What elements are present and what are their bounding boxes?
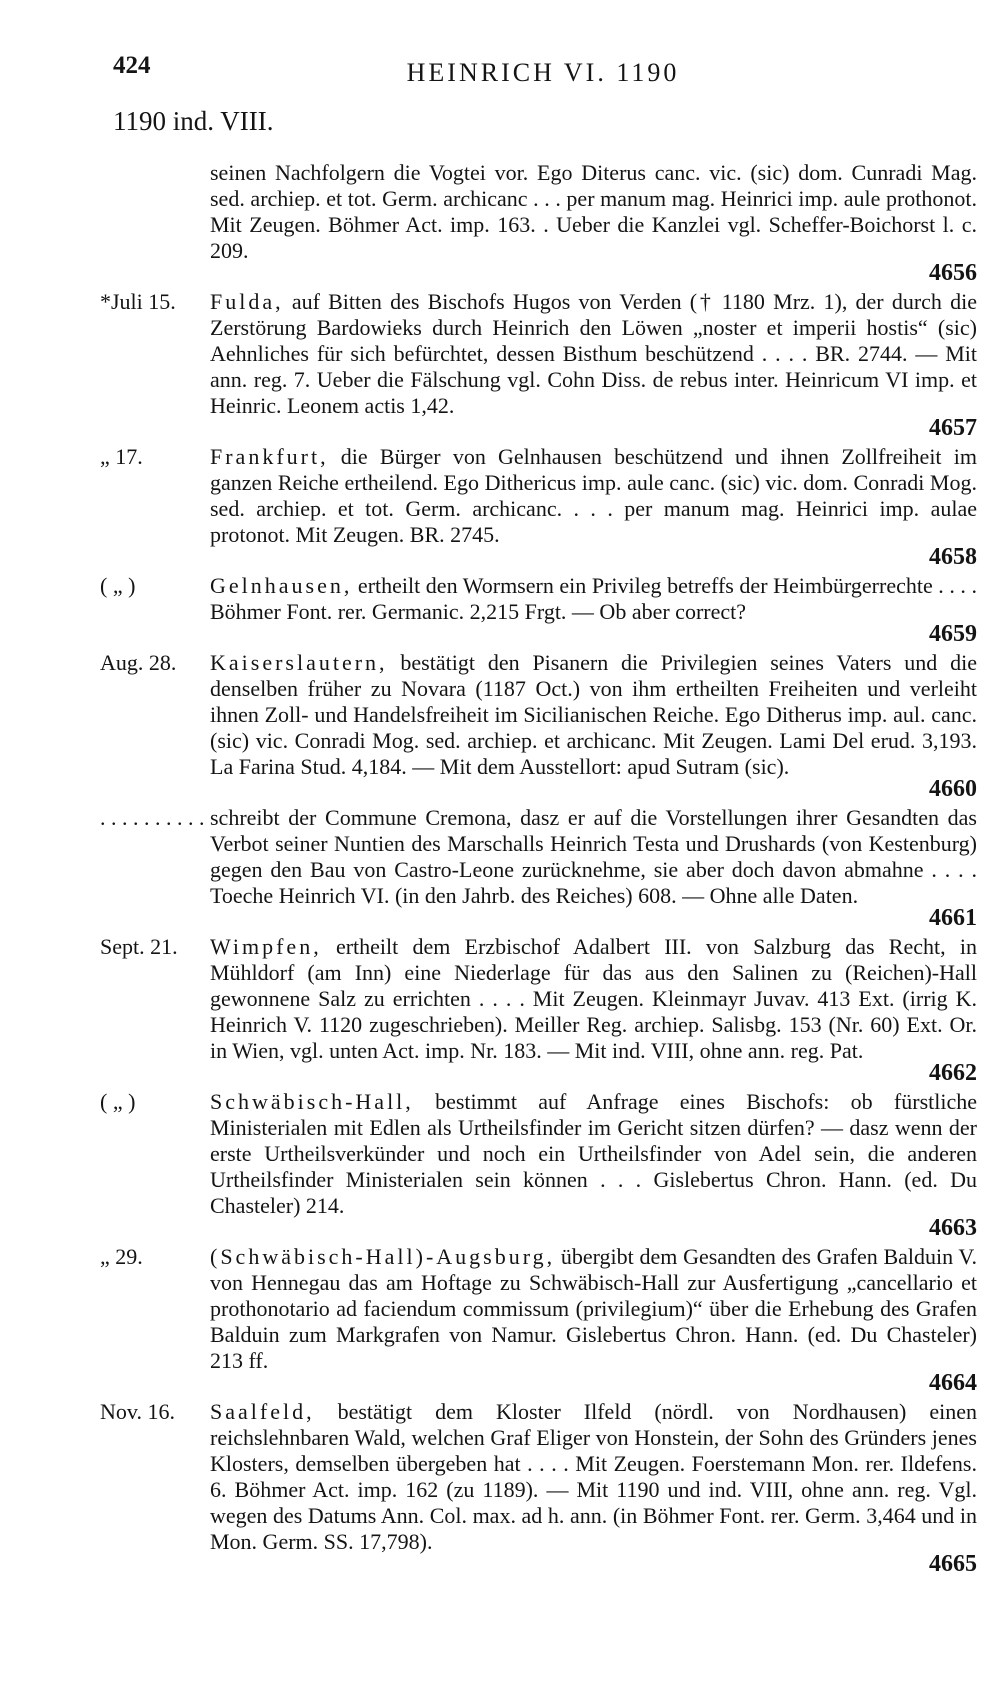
- entry-text: [210, 1089, 977, 1239]
- entry-body: die Bürger von Gelnhausen beschützend und ihnen Zollfreiheit im ganzen Reiche ertheilend. Ego Dithericus imp. aule canc. (sic) vic. dom. Conradi Mog. sed. archiep. et tot. Germ. archicanc. . . . per manum mag. Heinrici imp. aulae protonot. Mit Zeugen. BR. 2745.: [210, 444, 977, 547]
- regest-entry-4658: [0, 444, 1000, 568]
- entry-text: [210, 1244, 977, 1394]
- entry-date: „ 17.: [100, 444, 143, 469]
- entry-place: Frankfurt,: [210, 444, 329, 469]
- entry-number: 4661: [929, 905, 977, 931]
- year-heading: 1190 ind. VIII.: [113, 106, 274, 136]
- entry-date: Sept. 21.: [100, 934, 178, 959]
- entry-place: Saalfeld,: [210, 1399, 315, 1424]
- entry-place: Gelnhausen,: [210, 573, 353, 598]
- entry-date: . . . . . . . . . .: [100, 805, 205, 830]
- regest-entry-4660: [0, 650, 1000, 800]
- entry-place: Kaiserslautern,: [210, 650, 388, 675]
- entry-text: [210, 650, 977, 800]
- entry-place: Wimpfen,: [210, 934, 322, 959]
- regest-entry-4656: [0, 160, 1000, 284]
- entry-date: „ 29.: [100, 1244, 143, 1269]
- regest-entry-4665: [0, 1399, 1000, 1575]
- entry-date: *Juli 15.: [100, 289, 176, 314]
- entry-number: 4660: [929, 776, 977, 802]
- running-title: HEINRICH VI. 1190: [406, 58, 680, 87]
- entry-date: Nov. 16.: [100, 1399, 175, 1424]
- entry-body: seinen Nachfolgern die Vogtei vor. Ego Diterus canc. vic. (sic) dom. Cunradi Mag. sed. archiep. et tot. Germ. archicanc . . . per manum mag. Heinrici imp. aule prothonot. Mit Zeugen. Böhmer Act. imp. 163. . Ueber die Kanzlei vgl. Scheffer-Boichorst l. c. 209.: [210, 160, 977, 263]
- entry-text: [210, 289, 977, 439]
- entry-text: [210, 573, 977, 645]
- entry-number: 4658: [929, 544, 977, 570]
- regesta-entries: [0, 160, 1000, 1580]
- page-number: 424: [113, 52, 151, 79]
- entry-place: Schwäbisch-Hall,: [210, 1089, 414, 1114]
- entry-date: ( „ ): [100, 573, 136, 598]
- regest-entry-4662: [0, 934, 1000, 1084]
- entry-body: bestätigt dem Kloster Ilfeld (nördl. von Nordhausen) einen reichslehnbaren Wald, welchen Graf Eliger von Honstein, der Sohn des Gründers jenes Klosters, demselben übergeben hat . . . . Mit Zeugen. Foerstemann Mon. rer. Ildefens. 6. Böhmer Act. imp. 162 (zu 1189). — Mit 1190 und ind. VIII, ohne ann. reg. Vgl. wegen des Datums Ann. Col. max. ad h. ann. (in Böhmer Font. rer. Germ. 3,464 und in Mon. Germ. SS. 17,798).: [210, 1399, 977, 1554]
- entry-text: [210, 934, 977, 1084]
- entry-body: ertheilt dem Erzbischof Adalbert III. von Salzburg das Recht, in Mühldorf (am Inn) eine Niederlage für das aus den Salinen zu (Reichen)-Hall gewonnene Salz zu errichten . . . . Mit Zeugen. Kleinmayr Juvav. 413 Ext. (irrig K. Heinrich V. 1120 zugeschrieben). Meiller Reg. archiep. Salisbg. 153 (Nr. 60) Ext. Or. in Wien, vgl. unten Act. imp. Nr. 183. — Mit ind. VIII, ohne ann. reg. Pat.: [210, 934, 977, 1063]
- entry-number: 4664: [929, 1370, 977, 1396]
- page-header: [113, 52, 973, 92]
- entry-number: 4656: [929, 260, 977, 286]
- entry-date: Aug. 28.: [100, 650, 177, 675]
- entry-body: bestätigt den Pisanern die Privilegien seines Vaters und die denselben früher zu Novara (1187 Oct.) von ihm ertheilten Freiheiten und verleiht ihnen Zoll- und Handelsfreiheit im Sicilianischen Reiche. Ego Ditherus imp. aul. canc. (sic) vic. Conradi Mog. sed. archiep. et archicanc. Mit Zeugen. Lami Del erud. 3,193. La Farina Stud. 4,184. — Mit dem Ausstellort: apud Sutram (sic).: [210, 650, 977, 779]
- regest-entry-4663: [0, 1089, 1000, 1239]
- entry-body: schreibt der Commune Cremona, dasz er auf die Vorstellungen ihrer Gesandten das Verbot seiner Nuntien des Marschalls Heinrich Testa und Drushards (von Kestenburg) gegen den Bau von Castro-Leone zurücknehme, sie aber doch davon abmahne . . . . Toeche Heinrich VI. (in den Jahrb. des Reiches) 608. — Ohne alle Daten.: [210, 805, 977, 908]
- entry-number: 4665: [929, 1551, 977, 1577]
- entry-body: übergibt dem Gesandten des Grafen Balduin V. von Hennegau das am Hoftage zu Schwäbisch-Hall zur Ausfertigung „cancellario et prothonotario ad faciendum commissum (privilegium)“ über die Erhebung des Grafen Balduin zum Markgrafen von Namur. Gislebertus Chron. Hann. (ed. Du Chasteler) 213 ff.: [210, 1244, 977, 1373]
- entry-place: Fulda,: [210, 289, 284, 314]
- entry-text: [210, 160, 977, 284]
- entry-date: ( „ ): [100, 1089, 136, 1114]
- entry-body: ertheilt den Wormsern ein Privileg betreffs der Heimbürgerrechte . . . . Böhmer Font. rer. Germanic. 2,215 Frgt. — Ob aber correct?: [210, 573, 977, 624]
- entry-text: [210, 444, 977, 568]
- regest-entry-4659: [0, 573, 1000, 645]
- entry-text: [210, 1399, 977, 1575]
- entry-number: 4663: [929, 1215, 977, 1241]
- entry-body: bestimmt auf Anfrage eines Bischofs: ob fürstliche Ministerialen mit Edlen als Urtheilsfinder im Gericht sitzen dürfen? — dasz wenn der erste Urtheilsverkünder und noch ein Urtheilsfinder von Adel sein, die anderen Urtheilsfinder Ministerialen sein können . . . Gislebertus Chron. Hann. (ed. Du Chasteler) 214.: [210, 1089, 977, 1218]
- regest-entry-4657: [0, 289, 1000, 439]
- regest-entry-4661: [0, 805, 1000, 929]
- entry-number: 4657: [929, 415, 977, 441]
- entry-place: (Schwäbisch-Hall)-Augsburg,: [210, 1244, 556, 1269]
- entry-text: [210, 805, 977, 929]
- entry-number: 4662: [929, 1060, 977, 1086]
- entry-body: auf Bitten des Bischofs Hugos von Verden († 1180 Mrz. 1), der durch die Zerstörung Bardowieks durch Heinrich den Löwen „noster et imperii hostis“ (sic) Aehnliches für sich befürchtet, dessen Bisthum beschützend . . . . BR. 2744. — Mit ann. reg. 7. Ueber die Fälschung vgl. Cohn Diss. de rebus inter. Heinricum VI imp. et Heinric. Leonem actis 1,42.: [210, 289, 977, 418]
- regest-entry-4664: [0, 1244, 1000, 1394]
- entry-number: 4659: [929, 621, 977, 647]
